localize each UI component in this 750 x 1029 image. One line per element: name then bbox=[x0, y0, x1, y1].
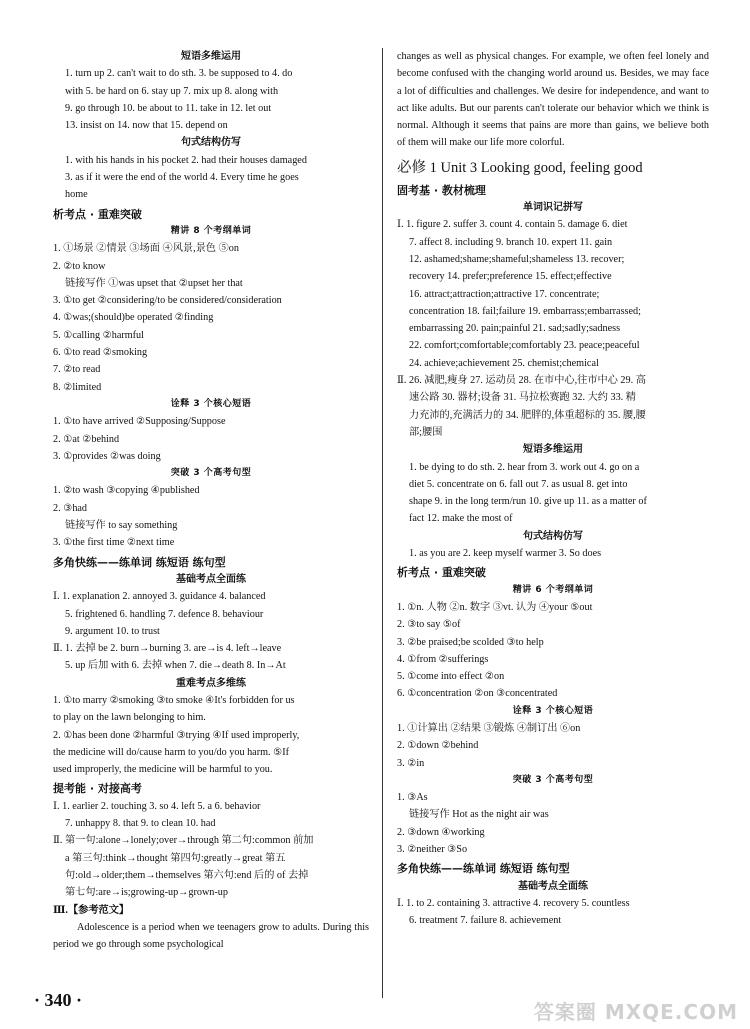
phrase-answers bbox=[397, 459, 709, 528]
answer-line: 1. with his hands in his pocket 2. had their houses damaged bbox=[65, 154, 307, 166]
section-title: 短语多维运用 bbox=[181, 51, 241, 62]
answer-line: 1. ③As bbox=[397, 792, 428, 804]
answer-line: 1. as you are 2. keep myself warmer 3. So does bbox=[409, 548, 602, 560]
answer-line: 5. ①calling ②harmful bbox=[53, 329, 144, 341]
answer-line: Ⅰ. 1. figure 2. suffer 3. count 4. contain 5. damage 6. diet bbox=[397, 219, 628, 231]
left-column bbox=[53, 48, 369, 953]
subsection-title: 精讲 6 个考纲单词 bbox=[512, 584, 594, 595]
answer-line: 3. ①provides ②was doing bbox=[53, 450, 161, 462]
answer-line: 2. ③had bbox=[53, 502, 88, 514]
answer-line: 7. unhappy 8. that 9. to clean 10. had bbox=[65, 818, 216, 830]
answer-line: 4. ①from ②sufferings bbox=[397, 653, 489, 665]
subsection-title: 重难考点多维练 bbox=[176, 677, 246, 689]
answer-line: 22. comfort;comfortable;comfortably 23. peace;peaceful bbox=[409, 340, 640, 352]
answer-line: 1. turn up 2. can't wait to do sth. 3. be supposed to 4. do bbox=[65, 68, 293, 80]
answer-line: 3. ①to get ②considering/to be considered/consideration bbox=[53, 295, 282, 307]
pattern-answers bbox=[53, 482, 369, 551]
word-answers bbox=[53, 240, 369, 396]
answer-line: 第七句:are→is;growing-up→grown-up bbox=[65, 887, 228, 899]
section-title: 句式结构仿写 bbox=[181, 137, 241, 149]
unit-title: 必修 1 Unit 3 Looking good, feeling good bbox=[397, 159, 643, 176]
answer-line: 1. ①to have arrived ②Supposing/Suppose bbox=[53, 416, 226, 428]
model-essay-continued: changes as well as physical changes. For example, we often feel lonely and become confused with the changing world around us. Besides, we may face a lot of difficulties and challenges. We desire for independence, and want to act like adults. But our parents can't tolerate our behavior which we think is normal. Although it seems that pains are more than gains, we believe both of them will make our life more colorful. bbox=[397, 51, 709, 149]
subsection-title: 精讲 8 个考纲单词 bbox=[170, 225, 252, 236]
answer-line: Ⅰ. 1. earlier 2. touching 3. so 4. left 5. a 6. behavior bbox=[53, 800, 261, 812]
answer-line: used improperly, the medicine will be harmful to you. bbox=[53, 764, 273, 776]
answer-line: fact 12. make the most of bbox=[409, 513, 513, 525]
answer-line: 2. ①down ②behind bbox=[397, 740, 479, 752]
column-divider bbox=[382, 48, 383, 998]
answer-line: 3. ②neither ③So bbox=[397, 844, 468, 856]
answer-line: Ⅰ. 1. to 2. containing 3. attractive 4. recovery 5. countless bbox=[397, 897, 630, 909]
answer-line: 3. as if it were the end of the world 4. Every time he goes bbox=[65, 172, 299, 184]
word-spelling-answers bbox=[397, 216, 709, 441]
answer-line: 5. up 后加 with 6. 去掉 when 7. die→death 8. In→At bbox=[65, 660, 286, 672]
answer-line: 6. ①concentration ②on ③concentrated bbox=[397, 688, 558, 700]
answer-line: to play on the lawn belonging to him. bbox=[53, 712, 206, 724]
subsection-title: 基础考点全面练 bbox=[176, 573, 246, 585]
answer-line: 3. ②in bbox=[397, 757, 425, 769]
subsection-title: 基础考点全面练 bbox=[518, 880, 588, 892]
subsection-title: 突破 3 个高考句型 bbox=[512, 774, 594, 785]
sentence-answers bbox=[397, 545, 709, 562]
answer-line: 5. ①come into effect ②on bbox=[397, 671, 505, 683]
model-essay: Adolescence is a period when we teenagers grow to adults. During this period we go through some psychological bbox=[53, 921, 369, 951]
answer-line: 9. go through 10. be about to 11. take in 12. let out bbox=[65, 102, 272, 114]
right-column bbox=[397, 48, 709, 930]
sentence-answers bbox=[53, 152, 369, 204]
answer-line: 2. ③to say ⑤of bbox=[397, 619, 461, 631]
answer-line: 链接写作 ①was upset that ②upset her that bbox=[65, 277, 243, 289]
section-heading: 析考点 · 重难突破 bbox=[53, 207, 142, 221]
answer-line: 部;腰围 bbox=[409, 426, 443, 438]
subsection-title: 突破 3 个高考句型 bbox=[170, 468, 252, 479]
answer-line: 7. affect 8. including 9. branch 10. expert 11. gain bbox=[409, 236, 613, 248]
section-heading: 提考能 · 对接高考 bbox=[53, 782, 142, 796]
subsection-title: 句式结构仿写 bbox=[523, 530, 583, 542]
answer-line: recovery 14. prefer;preference 15. effect;effective bbox=[409, 271, 612, 283]
answer-line: Ⅱ. 1. 去掉 be 2. burn→burning 3. are→is 4. left→leave bbox=[53, 643, 282, 655]
answer-line: 12. ashamed;shame;shameful;shameless 13. recover; bbox=[409, 253, 625, 265]
answer-line: Ⅱ. 第一句:alone→lonely;over→through 第二句:common 前加 bbox=[53, 835, 314, 847]
answer-line: 9. argument 10. to trust bbox=[65, 625, 160, 637]
answer-line: 13. insist on 14. now that 15. depend on bbox=[65, 120, 228, 132]
answer-line: Ⅱ. 26. 减肥,瘦身 27. 运动员 28. 在市中心,往市中心 29. 高 bbox=[397, 375, 646, 387]
watermark-logo: 答案圈 MXQE.COM bbox=[533, 1000, 738, 1024]
answer-line: 2. ①has been done ②harmful ③trying ④If used improperly, bbox=[53, 729, 300, 741]
word-answers bbox=[397, 599, 709, 703]
phrase-answers bbox=[397, 720, 709, 772]
section-heading: 析考点 · 重难突破 bbox=[397, 566, 486, 580]
basic-answers bbox=[397, 895, 709, 930]
phrase-answers bbox=[53, 65, 369, 134]
answer-line: 1. ①场景 ②情景 ③场面 ④风景,景色 ⑤on bbox=[53, 243, 239, 255]
answer-line: 1. ②to wash ③copying ④published bbox=[53, 485, 200, 497]
answer-line: the medicine will do/cause harm to you/do you harm. ⑤If bbox=[53, 746, 290, 758]
subsection-title: 诠释 3 个核心短语 bbox=[512, 705, 594, 716]
answer-line: 8. ②limited bbox=[53, 381, 102, 393]
answer-line: 3. ①the first time ②next time bbox=[53, 537, 175, 549]
answer-line: 链接写作 Hot as the night air was bbox=[409, 809, 549, 821]
key-answers bbox=[53, 692, 369, 778]
answer-line: embarrassing 20. pain;painful 21. sad;sadly;sadness bbox=[409, 323, 621, 335]
answer-line: 3. ②be praised;be scolded ③to help bbox=[397, 636, 544, 648]
answer-line: 力充沛的,充满活力的 34. 肥胖的,体重超标的 35. 腰,腰 bbox=[409, 409, 646, 421]
answer-line: 1. be dying to do sth. 2. hear from 3. work out 4. go on a bbox=[409, 461, 640, 473]
section-heading: 多角快练——练单词 练短语 练句型 bbox=[53, 555, 226, 569]
answer-line: 链接写作 to say something bbox=[65, 520, 178, 532]
basic-answers bbox=[53, 588, 369, 674]
answer-line: 句:old→older;them→themselves 第六句:end 后的 of 去掉 bbox=[65, 869, 309, 881]
answer-line: 4. ①was;(should)be operated ②finding bbox=[53, 312, 214, 324]
answer-line: 16. attract;attraction;attractive 17. concentrate; bbox=[409, 288, 600, 300]
section-heading: 固考基 · 教材梳理 bbox=[397, 183, 486, 197]
section-heading: 多角快练——练单词 练短语 练句型 bbox=[397, 862, 570, 876]
answer-line: 24. achieve;achievement 25. chemist;chemical bbox=[409, 357, 599, 369]
answer-line: a 第三句:think→thought 第四句:greatly→great 第五 bbox=[65, 852, 286, 864]
answer-line: 1. ①to marry ②smoking ③to smoke ④It's forbidden for us bbox=[53, 694, 295, 706]
answer-line: concentration 18. fail;failure 19. embarrass;embarrassed; bbox=[409, 305, 641, 317]
subsection-title: 诠释 3 个核心短语 bbox=[170, 398, 252, 409]
answer-line: 2. ③down ④working bbox=[397, 826, 485, 838]
answer-line: 6. treatment 7. failure 8. achievement bbox=[409, 915, 562, 927]
answer-line: with 5. be hard on 6. stay up 7. mix up 8. along with bbox=[65, 85, 279, 97]
answer-line: 2. ②to know bbox=[53, 260, 106, 272]
page-number: · 340 · bbox=[34, 990, 83, 1010]
phrase-answers bbox=[53, 413, 369, 465]
answer-line: 1. ①计算出 ②结果 ③锻炼 ④制订出 ⑥on bbox=[397, 722, 581, 734]
answer-line: diet 5. concentrate on 6. fall out 7. as usual 8. get into bbox=[409, 478, 628, 490]
answer-line: 6. ①to read ②smoking bbox=[53, 347, 148, 359]
answer-line: Ⅲ.【参考范文】 bbox=[53, 904, 130, 916]
answer-line: 1. ①n. 人物 ②n. 数字 ③vt. 认为 ④your ⑤out bbox=[397, 601, 593, 613]
answer-line: shape 9. in the long term/run 10. give up 11. as a matter of bbox=[409, 496, 647, 508]
exam-answers bbox=[53, 798, 369, 919]
answer-line: 7. ②to read bbox=[53, 364, 101, 376]
answer-line: Ⅰ. 1. explanation 2. annoyed 3. guidance 4. balanced bbox=[53, 591, 266, 603]
answer-line: home bbox=[65, 189, 88, 201]
pattern-answers bbox=[397, 789, 709, 858]
subsection-title: 单词识记拼写 bbox=[523, 202, 583, 214]
answer-line: 2. ①at ②behind bbox=[53, 433, 120, 445]
subsection-title: 短语多维运用 bbox=[523, 444, 583, 456]
answer-line: 速公路 30. 器材;设备 31. 马拉松赛跑 32. 大约 33. 精 bbox=[409, 392, 636, 404]
answer-line: 5. frightened 6. handling 7. defence 8. behaviour bbox=[65, 608, 264, 620]
